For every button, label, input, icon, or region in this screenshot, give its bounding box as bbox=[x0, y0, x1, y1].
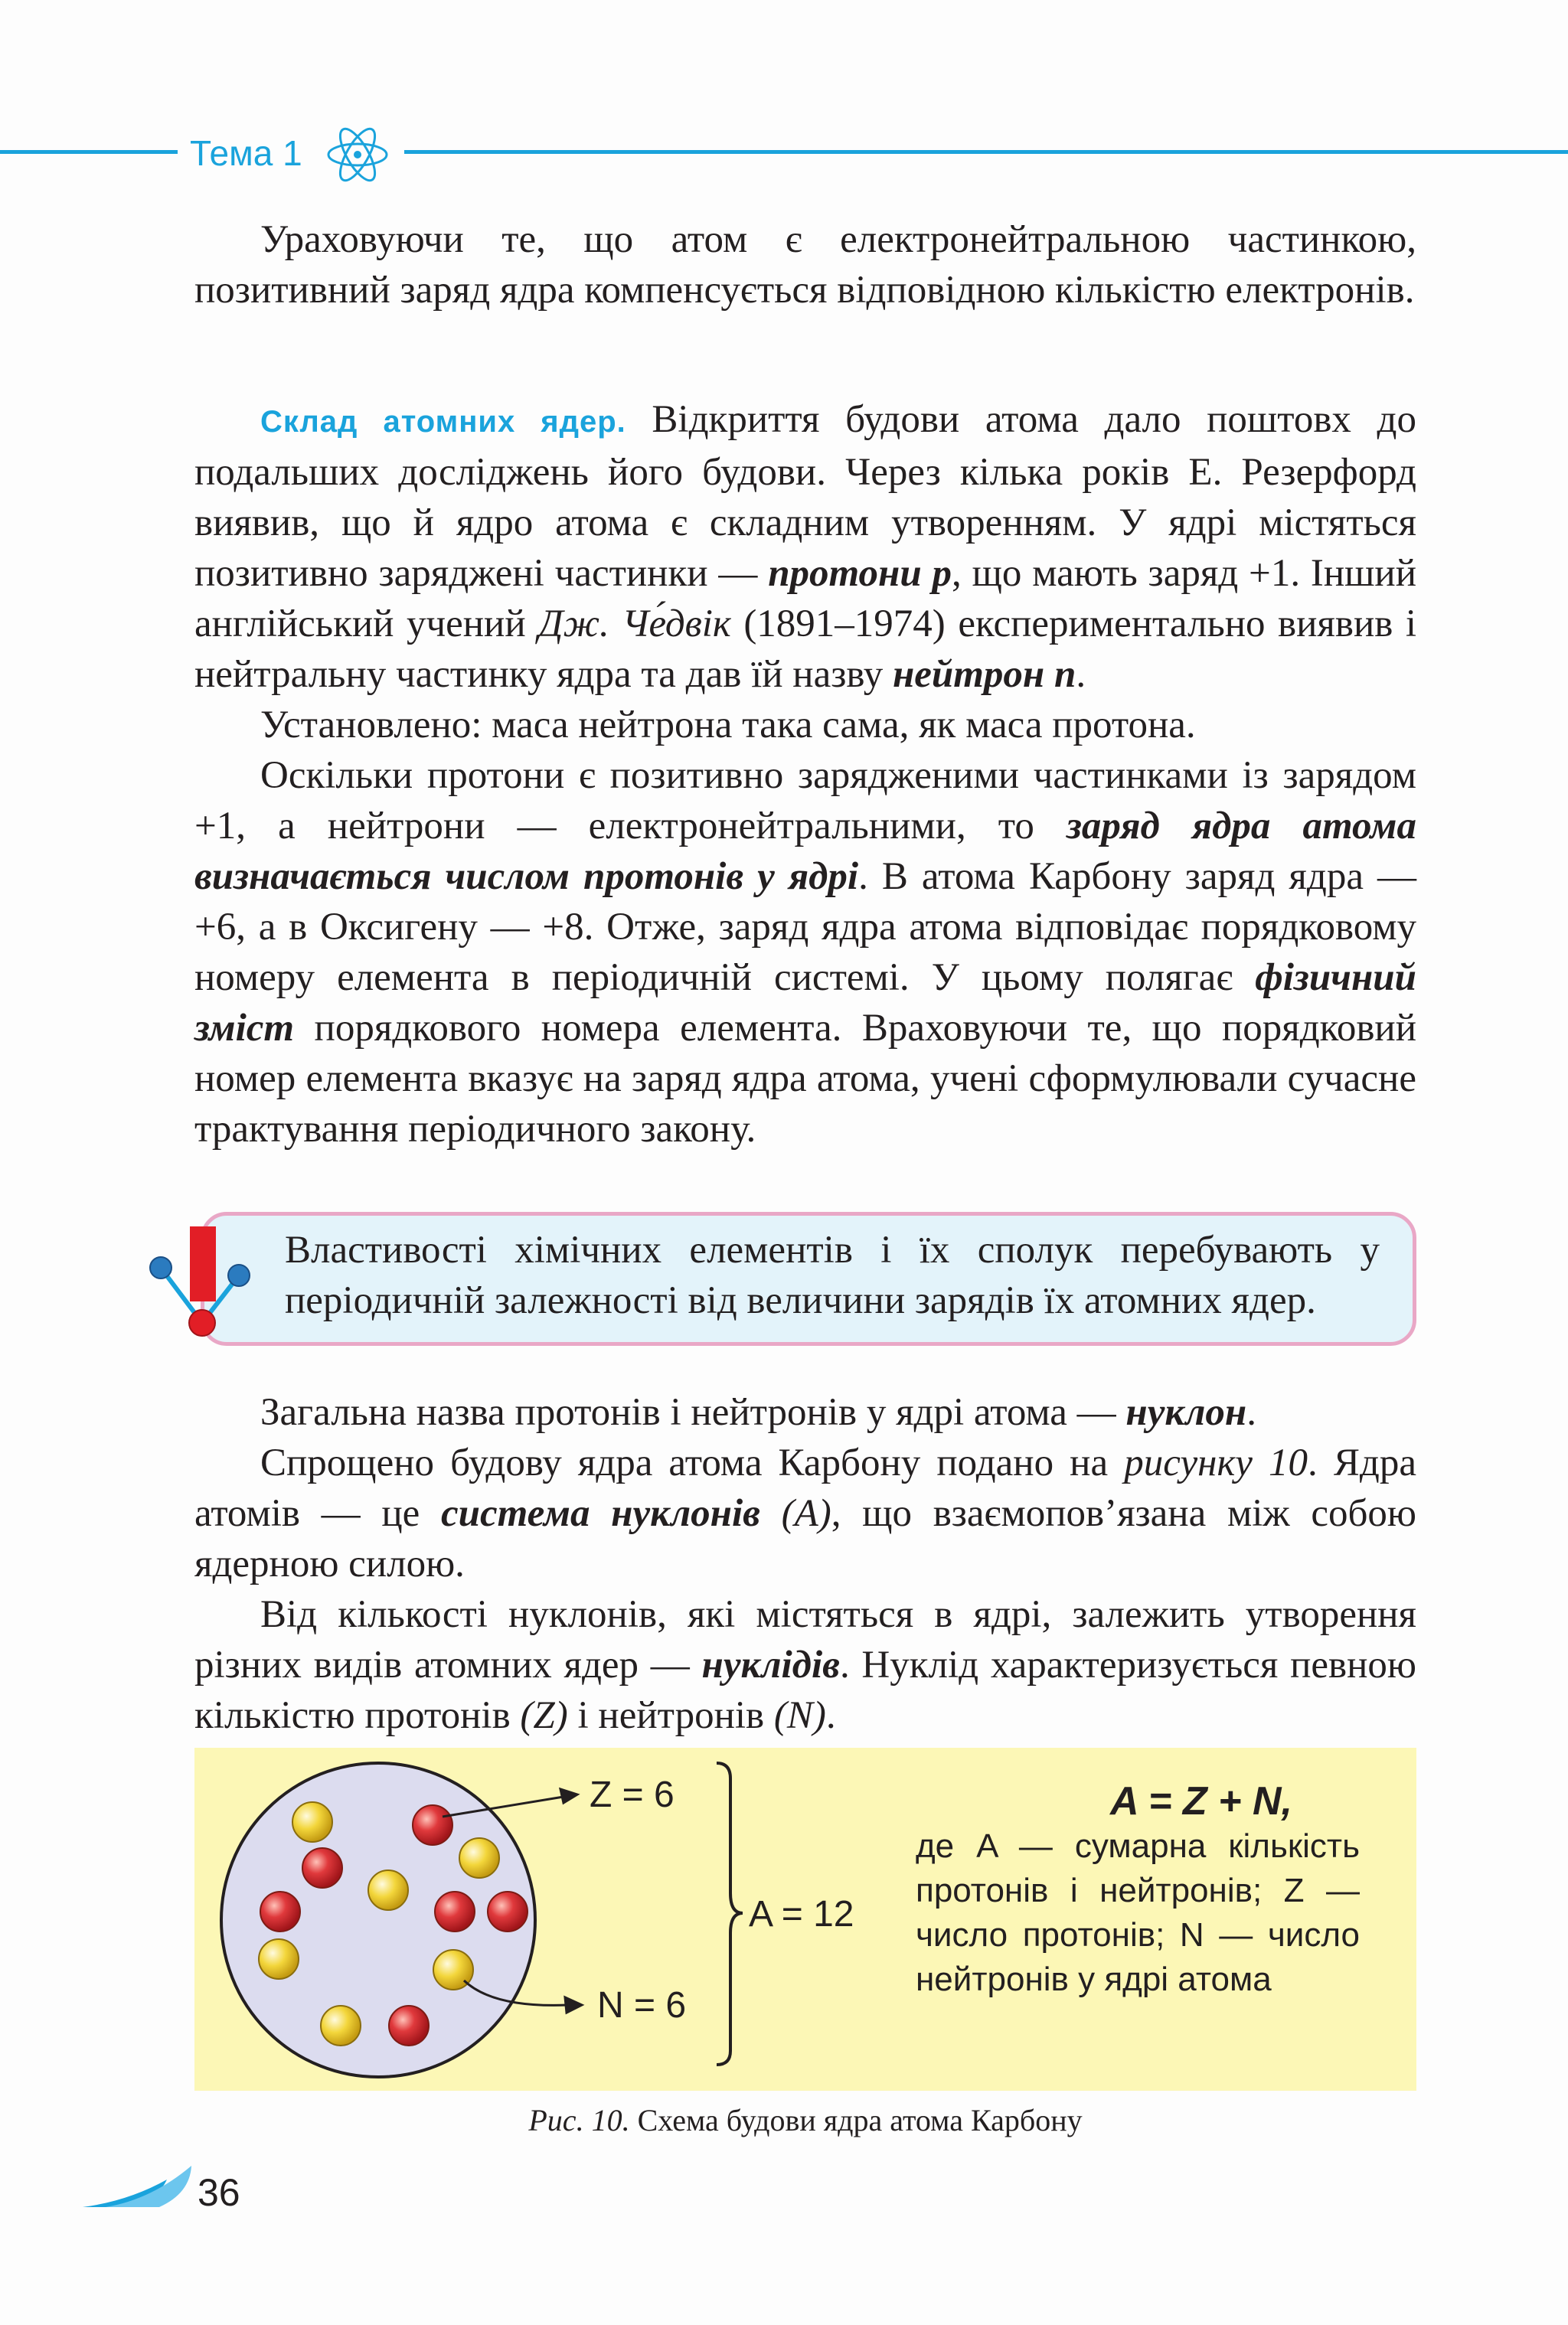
symbol-n: (N) bbox=[773, 1694, 826, 1737]
text-span: Оскільки протони є позитивно зарядженими частинками із зарядом +1, а нейтрони — електронейтральними, то bbox=[194, 754, 1416, 847]
section-heading: Склад атомних ядер. bbox=[260, 405, 626, 439]
nuclides-paragraph-1 bbox=[194, 1387, 1416, 1438]
proton bbox=[413, 1805, 452, 1845]
page-number: 36 bbox=[198, 2171, 240, 2214]
section-body bbox=[194, 394, 1416, 1154]
figure-reference: рисунку 10 bbox=[1124, 1442, 1308, 1484]
formula-description: де A — сумарна кількість протонів і нейтронів; Z — число протонів; N — число нейтронів у ядрі атома bbox=[916, 1827, 1360, 1998]
brace bbox=[717, 1763, 743, 2065]
section-paragraph-1 bbox=[194, 394, 1416, 700]
header-rule-left bbox=[0, 150, 178, 154]
text-span: . Ядра атомів — це bbox=[194, 1442, 1416, 1535]
proton bbox=[260, 1892, 300, 1932]
neutron bbox=[368, 1870, 408, 1910]
warning-molecule-icon bbox=[144, 1225, 259, 1340]
nuclides-paragraph-3 bbox=[194, 1589, 1416, 1741]
text-span: Відкриття будови атома дало поштовх до подальших досліджень його будови. Через кілька років Е. Резерфорд виявив, що й ядро атома є складним утворенням. У ядрі містяться позитивно заряджені частинки — bbox=[194, 398, 1416, 595]
proton bbox=[389, 2006, 429, 2046]
proton bbox=[302, 1848, 342, 1888]
nuclides-paragraph-2 bbox=[194, 1438, 1416, 1589]
text-span: (1891–1974) експериментально виявив і нейтральну частинку ядра та дав їй назву bbox=[194, 602, 1417, 696]
section-paragraph-2: Установлено: маса нейтрона така сама, як маса протона. bbox=[260, 704, 1196, 746]
figure-carbon-nucleus bbox=[194, 1748, 1416, 2091]
text-span: . bbox=[1076, 653, 1086, 696]
neutron bbox=[292, 1802, 332, 1842]
label-n: N = 6 bbox=[597, 1985, 687, 2026]
proton bbox=[488, 1892, 528, 1932]
symbol-a: (A) bbox=[781, 1492, 831, 1535]
formula: A = Z + N, bbox=[1110, 1779, 1292, 1824]
text-span: Спрощено будову ядра атома Карбону подано на bbox=[260, 1442, 1109, 1484]
text-span: . bbox=[825, 1694, 836, 1737]
term-neutron: нейтрон n bbox=[892, 653, 1076, 696]
text-span: і нейтронів bbox=[577, 1694, 765, 1737]
text-span: порядкового номера елемента. Враховуючи те, що порядковий номер елемента вказує на заряд ядра атома, учені сформулювали сучасне трактування періодичного закону. bbox=[194, 1007, 1416, 1151]
neutron bbox=[459, 1838, 499, 1878]
label-z: Z = 6 bbox=[590, 1775, 675, 1815]
wave-icon bbox=[83, 2163, 198, 2209]
term-nuclides: нуклідів bbox=[701, 1644, 840, 1687]
figure-caption bbox=[194, 2101, 1416, 2140]
text-span: Загальна назва протонів і нейтронів у ядрі атома — bbox=[260, 1391, 1116, 1434]
header-rule-right bbox=[404, 150, 1568, 154]
proton bbox=[435, 1892, 475, 1932]
scientist-name: Дж. Че́двік bbox=[538, 602, 731, 645]
intro-paragraph bbox=[194, 214, 1416, 315]
caption-ref: Рис. 10. bbox=[528, 2103, 630, 2137]
caption-text: Схема будови ядра атома Карбону bbox=[637, 2103, 1083, 2137]
nuclides-body bbox=[194, 1387, 1416, 1741]
neutron bbox=[321, 2006, 361, 2046]
text-span: . Нуклід характеризується певною кількістю протонів bbox=[194, 1644, 1416, 1737]
symbol-z: (Z) bbox=[520, 1694, 568, 1737]
text-span: . В атома Карбону заряд ядра — +6, а в Оксигену — +8. Отже, заряд ядра атома відповідає порядковому номеру елемента в періодичній системі. У цьому полягає bbox=[194, 855, 1416, 999]
term-nucleon-system: система нуклонів bbox=[441, 1492, 760, 1535]
atom-icon bbox=[325, 122, 390, 187]
text-span: . bbox=[1246, 1391, 1256, 1434]
neutron bbox=[259, 1939, 299, 1979]
label-a: A = 12 bbox=[749, 1894, 854, 1935]
section-paragraph-3 bbox=[194, 750, 1416, 1154]
term-nuclear-charge: заряд ядра атома визначається числом протонів у ядрі bbox=[194, 805, 1416, 898]
intro-text: Ураховуючи те, що атом є електронейтральною частинкою, позитивний заряд ядра компенсується відповідною кількістю електронів. bbox=[194, 218, 1416, 312]
term-nucleon: нуклон bbox=[1125, 1391, 1247, 1434]
note-text: Властивості хімічних елементів і їх сполук перебувають у періодичній залежності від величини зарядів їх атомних ядер. bbox=[285, 1229, 1380, 1322]
topic-label: Тема 1 bbox=[190, 133, 302, 173]
text-span: Від кількості нуклонів, які містяться в ядрі, залежить утворення різних видів атомних ядер — bbox=[194, 1593, 1416, 1687]
term-physical-meaning: фізичний зміст bbox=[194, 956, 1416, 1050]
text-span: , що мають заряд +1. Інший англійський учений bbox=[194, 552, 1417, 645]
term-protons: протони p bbox=[768, 552, 952, 595]
text-span: , що взаємопов’язана між собою ядерною силою. bbox=[194, 1492, 1417, 1585]
